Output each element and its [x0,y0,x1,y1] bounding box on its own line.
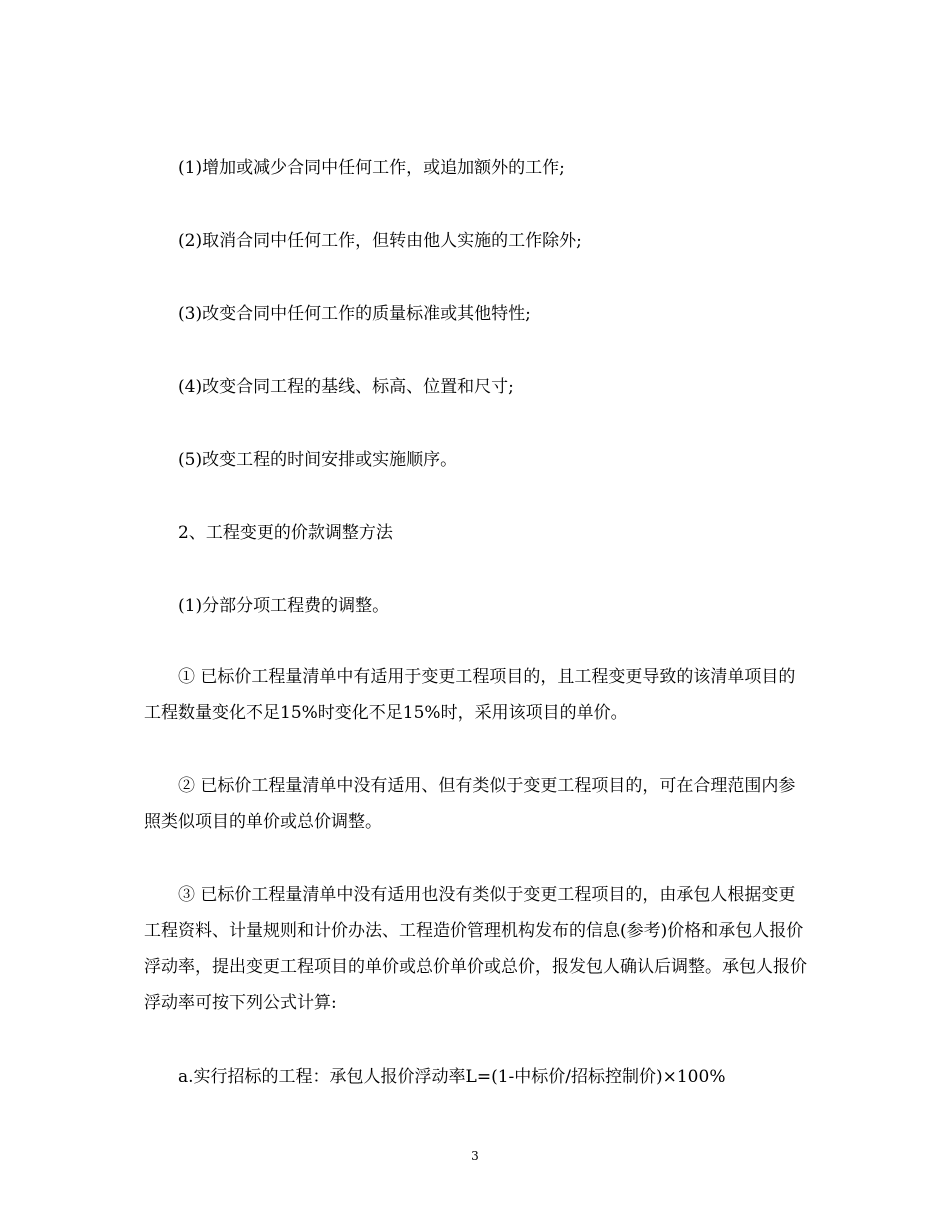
section-heading: 2、工程变更的价款调整方法 [178,523,393,543]
paragraph-item-3: (3)改变合同中任何工作的质量标准或其他特性; [178,304,531,324]
paragraph-subheading: (1)分部分项工程费的调整。 [178,596,390,616]
paragraph-item-4: (4)改变合同工程的基线、标高、位置和尺寸; [178,377,514,397]
page-number: 3 [471,1149,479,1163]
paragraph-item-5: (5)改变工程的时间安排或实施顺序。 [178,450,458,470]
paragraph-item-circled-2: ② 已标价工程量清单中没有适用、但有类似于变更工程项目的，可在合理范围内参照类似项目的单价或总价调整。 [144,776,796,832]
paragraph-item-circled-1: ① 已标价工程量清单中有适用于变更工程项目的，且工程变更导致的该清单项目的工程数量变化不足15%时变化不足15%时，采用该项目的单价。 [144,667,796,723]
paragraph-item-circled-3: ③ 已标价工程量清单中没有适用也没有类似于变更工程项目的，由承包人根据变更工程资料、计量规则和计价办法、工程造价管理机构发布的信息(参考)价格和承包人报价浮动率，提出变更工程项目的单价或总价单价或总价，报发包人确认后调整。承包人报价浮动率可按下列公式计算: [144,885,807,1013]
paragraph-item-1: (1)增加或减少合同中任何工作，或追加额外的工作; [178,158,565,178]
paragraph-item-2: (2)取消合同中任何工作，但转由他人实施的工作除外; [178,231,582,251]
paragraph-formula: a.实行招标的工程：承包人报价浮动率L=(1-中标价/招标控制价)×100% [178,1067,726,1087]
